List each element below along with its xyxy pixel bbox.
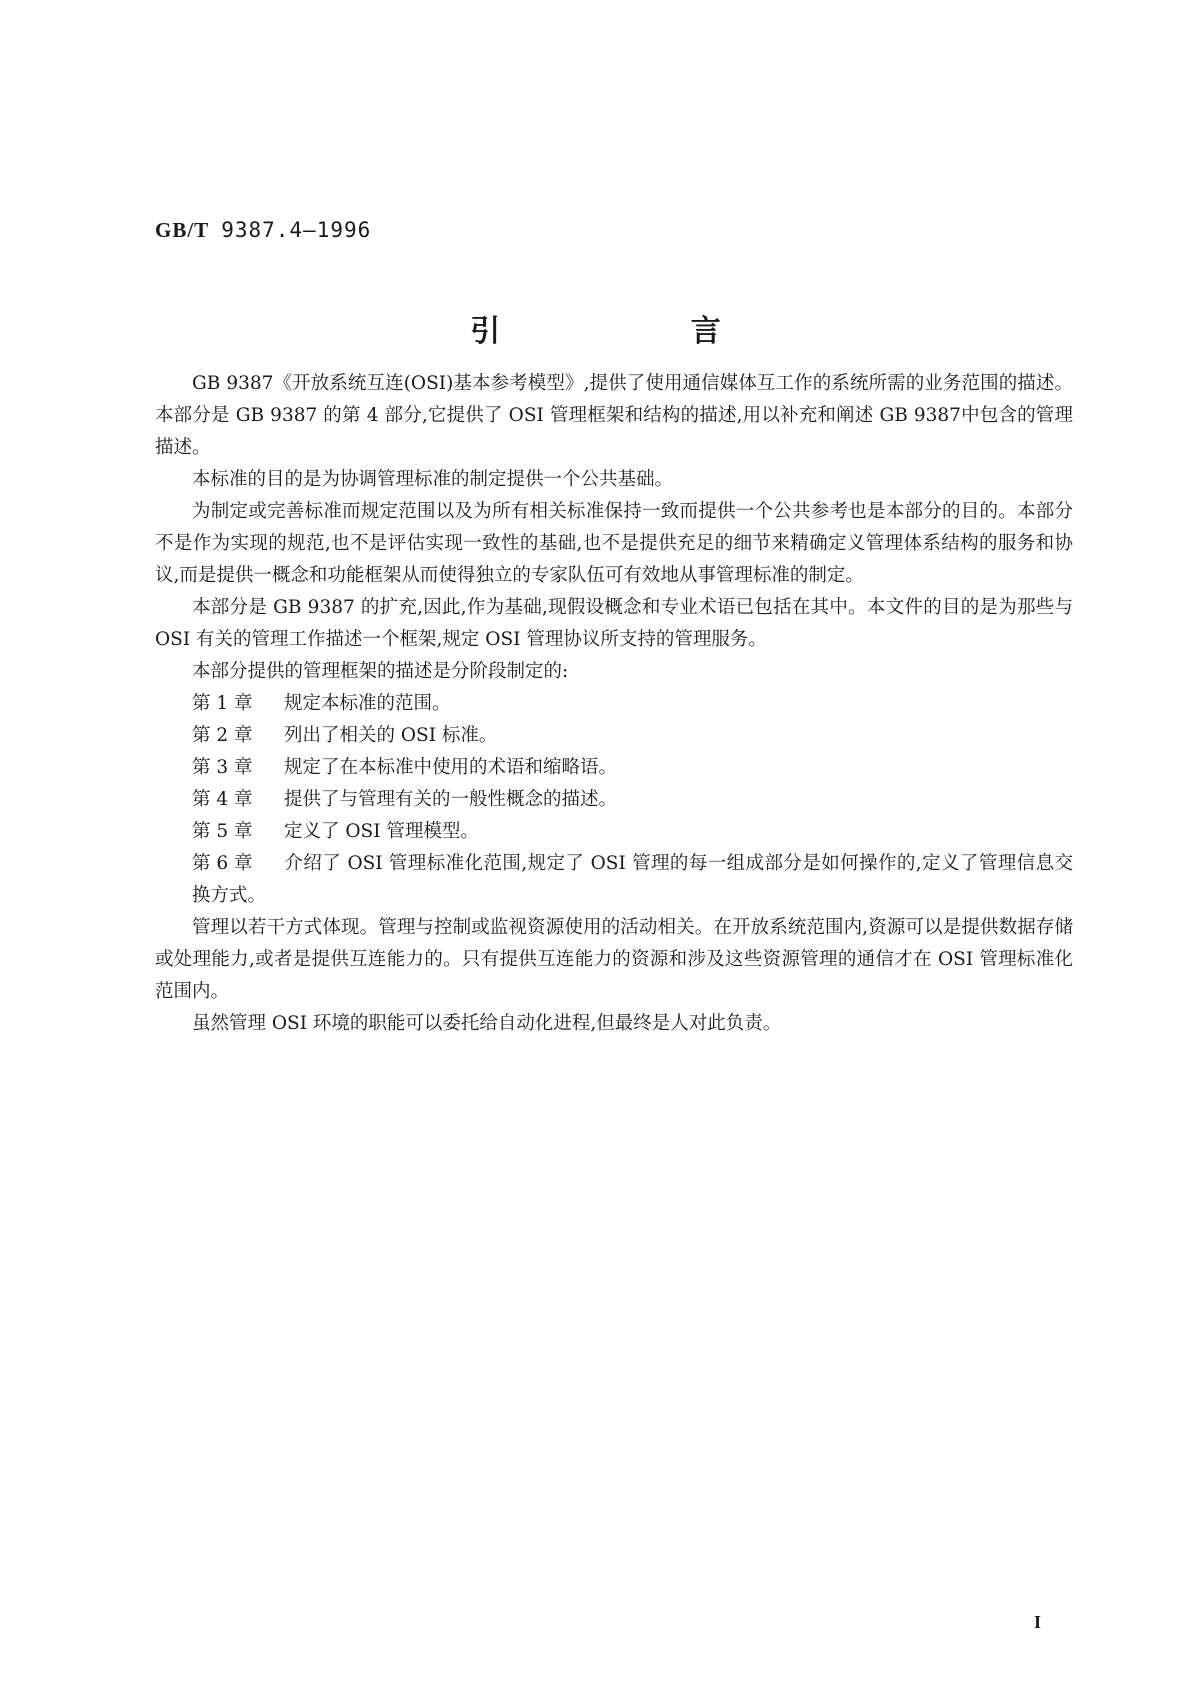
page-title: 引 言 xyxy=(470,314,811,349)
paragraph: GB 9387《开放系统互连(OSI)基本参考模型》,提供了使用通信媒体互工作的系统所需的业务范围的描述。本部分是 GB 9387 的第 4 部分,它提供了 OSI 管理框架和结构的描述,用以补充和阐述 GB 9387中包含的管理描述。 xyxy=(155,373,1073,458)
chapter-text: 列出了相关的 OSI 标准。 xyxy=(284,725,498,746)
chapter-item xyxy=(155,816,1073,848)
chapter-item xyxy=(155,720,1073,752)
chapter-item xyxy=(155,848,1073,912)
chapter-item xyxy=(155,688,1073,720)
standard-code xyxy=(155,218,371,243)
chapter-text: 提供了与管理有关的一般性概念的描述。 xyxy=(284,789,618,810)
chapter-label: 第 1 章 xyxy=(192,693,253,714)
chapter-label: 第 3 章 xyxy=(192,757,253,778)
paragraph: 虽然管理 OSI 环境的职能可以委托给自动化进程,但最终是人对此负责。 xyxy=(192,1013,782,1034)
chapter-item xyxy=(155,784,1073,816)
standard-number: 9387.4—1996 xyxy=(221,218,372,242)
chapter-label: 第 5 章 xyxy=(192,821,253,842)
standard-prefix: GB/T xyxy=(155,218,210,242)
page-number: I xyxy=(1034,1612,1042,1632)
chapter-label: 第 6 章 xyxy=(192,853,253,874)
paragraph: 本标准的目的是为协调管理标准的制定提供一个公共基础。 xyxy=(192,469,674,490)
paragraph: 本部分是 GB 9387 的扩充,因此,作为基础,现假设概念和专业术语已包括在其中。本文件的目的是为那些与 OSI 有关的管理工作描述一个框架,规定 OSI 管理协议所支持的管理服务。 xyxy=(155,597,1073,650)
paragraph: 为制定或完善标准而规定范围以及为所有相关标准保持一致而提供一个公共参考也是本部分的目的。本部分不是作为实现的规范,也不是评估实现一致性的基础,也不是提供充足的细节来精确定义管理体系结构的服务和协议,而是提供一概念和功能框架从而使得独立的专家队伍可有效地从事管理标准的制定。 xyxy=(155,501,1073,586)
chapter-label: 第 4 章 xyxy=(192,789,253,810)
chapter-text: 规定本标准的范围。 xyxy=(284,693,451,714)
paragraph: 管理以若干方式体现。管理与控制或监视资源使用的活动相关。在开放系统范围内,资源可以是提供数据存储或处理能力,或者是提供互连能力的。只有提供互连能力的资源和涉及这些资源管理的通信才在 OSI 管理标准化范围内。 xyxy=(155,917,1073,1002)
paragraph: 本部分提供的管理框架的描述是分阶段制定的: xyxy=(192,661,569,682)
chapter-text: 介绍了 OSI 管理标准化范围,规定了 OSI 管理的每一组成部分是如何操作的,定义了管理信息交换方式。 xyxy=(192,853,1073,906)
chapter-text: 定义了 OSI 管理模型。 xyxy=(284,821,479,842)
chapter-label: 第 2 章 xyxy=(192,725,253,746)
chapter-text: 规定了在本标准中使用的术语和缩略语。 xyxy=(284,757,618,778)
document-body xyxy=(155,368,1073,1040)
chapter-item xyxy=(155,752,1073,784)
